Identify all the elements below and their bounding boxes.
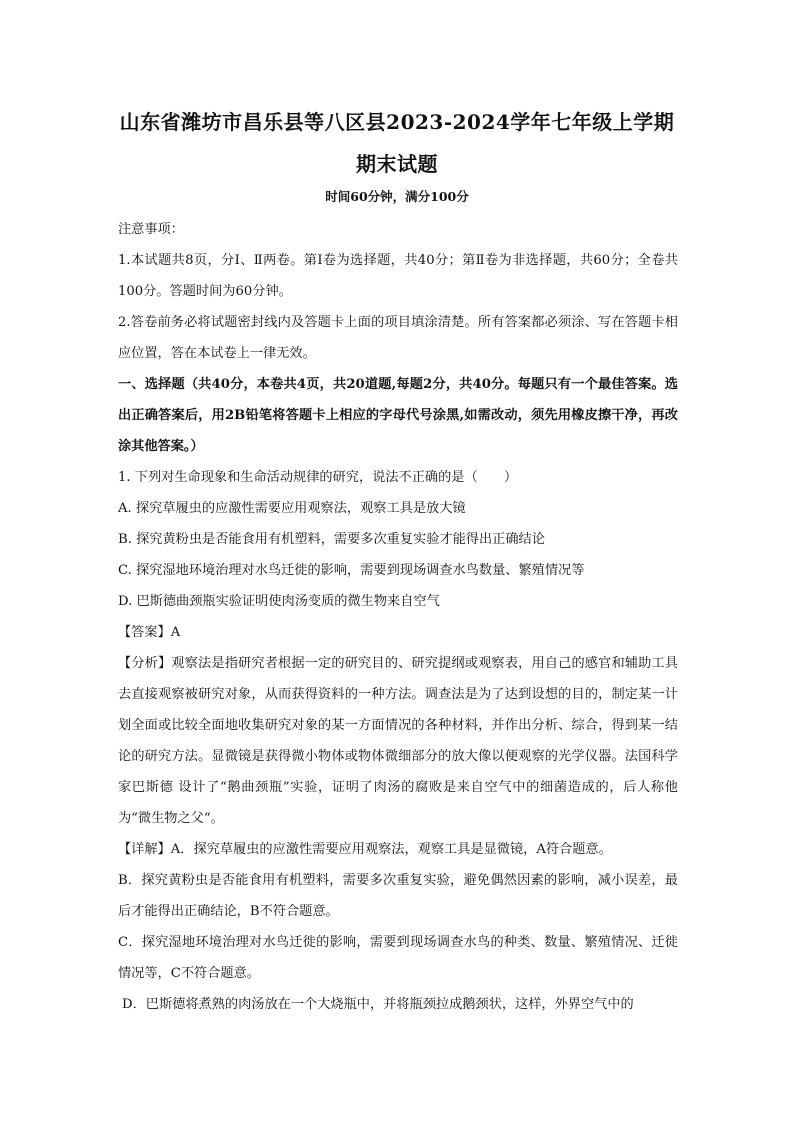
question-1-option-a: A. 探究草履虫的应激性需要应用观察法，观察工具是放大镜 xyxy=(118,501,466,516)
question-1-stem: 1. 下列对生命现象和生命活动规律的研究，说法不正确的是（ ） xyxy=(118,470,518,485)
question-1-option-c: C. 探究湿地环境治理对水鸟迁徙的影响，需要到现场调查水鸟数量、繁殖情况等 xyxy=(118,563,585,578)
question-1-detail-a: 【详解】A．探究草履虫的应激性需要应用观察法，观察工具是显微镜，A符合题意。 xyxy=(118,842,612,857)
question-1-option-d: D. 巴斯德曲颈瓶实验证明使肉汤变质的微生物来自空气 xyxy=(118,594,440,609)
document-body xyxy=(118,214,678,1020)
document-title: 山东省潍坊市昌乐县等八区县2023-2024学年七年级上学期 xyxy=(119,110,675,134)
question-1-detail-b: B．探究黄粉虫是否能食用有机塑料，需要多次重复实验，避免偶然因素的影响，减小误差，最后才能得出正确结论，B不符合题意。 xyxy=(118,873,678,919)
question-1-option-b: B. 探究黄粉虫是否能食用有机塑料，需要多次重复实验才能得出正确结论 xyxy=(118,532,545,547)
note-item-1: 1.本试题共8页，分Ⅰ、Ⅱ两卷。第Ⅰ卷为选择题，共40分；第Ⅱ卷为非选择题，共60分；全卷共100分。答题时间为60分钟。 xyxy=(118,253,678,299)
question-1-detail-d: D．巴斯德将煮熟的肉汤放在一个大烧瓶中，并将瓶颈拉成鹅颈状，这样，外界空气中的 xyxy=(122,997,634,1012)
note-item-2: 2.答卷前务必将试题密封线内及答题卡上面的项目填涂清楚。所有答案都必须涂、写在答题卡相应位置，答在本试卷上一律无效。 xyxy=(118,315,678,361)
exam-duration-and-score: 时间60分钟，满分100分 xyxy=(325,189,469,204)
question-1-detail-c: C．探究湿地环境治理对水鸟迁徙的影响，需要到现场调查水鸟的种类、数量、繁殖情况、迁徙情况等，C不符合题意。 xyxy=(118,935,678,981)
document-title-continued: 期末试题 xyxy=(356,152,438,176)
section-heading-multiple-choice: 一、选择题（共40分，本卷共4页，共20道题,每题2分，共40分。每题只有一个最佳答案。选出正确答案后，用2B铅笔将答题卡上相应的字母代号涂黑,如需改动，须先用橡皮擦干净，再改涂其他答案。） xyxy=(118,377,678,454)
notes-heading: 注意事项： xyxy=(118,222,184,237)
question-1-answer: 【答案】A xyxy=(118,625,181,640)
question-1-analysis: 【分析】观察法是指研究者根据一定的研究目的、研究提纲或观察表，用自己的感官和辅助工具去直接观察被研究对象，从而获得资料的一种方法。调查法是为了达到设想的目的，制定某一计划全面或比较全面地收集研究对象的某一方面情况的各种材料，并作出分析、综合，得到某一结论的研究方法。显微镜是获得微小物体或物体微细部分的放大像以便观察的光学仪器。法国科学家巴斯德 设计了“鹅曲颈瓶”实验，证明了肉汤的腐败是来自空气中的细菌造成的，后人称他为“微生物之父“。 xyxy=(118,656,678,826)
